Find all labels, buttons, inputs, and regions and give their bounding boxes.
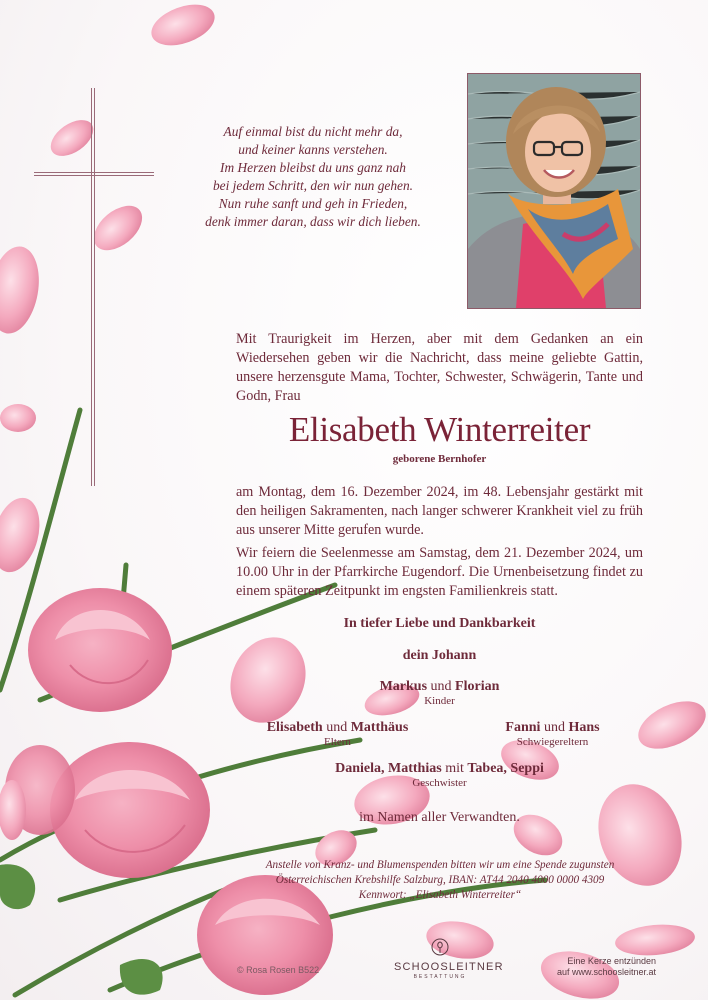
parents-group — [230, 720, 445, 748]
child-name: Markus — [379, 679, 428, 694]
relation-label: Geschwister — [412, 777, 467, 789]
donation-line: Österreichischen Krebshilfe Salzburg, IBAN: AT44 2040 4000 0000 4309 — [275, 874, 605, 886]
candle-text: Eine Kerze entzünden — [567, 956, 656, 966]
mourners-heading: In tiefer Liebe und Dankbarkeit — [343, 616, 536, 631]
in-law-name: Hans — [568, 720, 600, 735]
death-notice-paragraph: am Montag, dem 16. Dezember 2024, im 48. Lebensjahr gestärkt mit den heiligen Sakramenten, nach langer schwerer Krankheit viel zu früh aus unserer Mitte gerufen wurde. — [236, 484, 643, 538]
donation-line: Anstelle von Kranz- und Blumenspenden bitten wir um eine Spende zugunsten — [265, 859, 615, 871]
siblings-group — [236, 761, 643, 789]
funeral-home-logo — [394, 938, 504, 980]
logo-subtitle: BESTATTUNG — [413, 974, 467, 980]
sibling-names: Daniela, Matthias — [335, 761, 442, 776]
donation-note — [200, 858, 680, 903]
child-name: Florian — [455, 679, 500, 694]
sibling-names: Tabea, Seppi — [467, 761, 544, 776]
poem-line: Nun ruhe sanft und geh in Frieden, — [218, 196, 408, 211]
joiner-word: und — [543, 720, 565, 735]
in-law-name: Fanni — [505, 720, 541, 735]
poem-line: und keiner kanns verstehen. — [238, 142, 388, 157]
funeral-mass-paragraph: Wir feiern die Seelenmesse am Samstag, dem 21. Dezember 2024, um 10.00 Uhr in der Pfarrkirche Eugendorf. Die Urnenbeisetzung findet zu einem späteren Zeitpunkt im engsten Familienkreis statt. — [236, 545, 643, 599]
portrait-photo — [467, 73, 641, 309]
poem-line: Auf einmal bist du nicht mehr da, — [223, 124, 403, 139]
deceased-name: Elisabeth Winterreiter — [288, 410, 591, 449]
relation-label: Eltern — [324, 736, 351, 748]
intro-paragraph: Mit Traurigkeit im Herzen, aber mit dem Gedanken an ein Wiedersehen geben wir die Nachricht, dass meine geliebte Gattin, unsere herzensgute Mama, Tochter, Schwester, Schwägerin, Tante und Godn, Frau — [236, 331, 643, 404]
candle-url[interactable]: auf www.schoosleitner.at — [556, 967, 656, 977]
in-laws-group — [460, 720, 645, 748]
rose-logo-icon — [431, 938, 449, 956]
relation-label: Kinder — [424, 695, 455, 707]
closing-line: im Namen aller Verwandten. — [359, 810, 520, 825]
poem-line: Im Herzen bleibst du uns ganz nah — [220, 160, 406, 175]
memorial-poem — [180, 123, 446, 231]
husband-name: dein Johann — [402, 648, 477, 663]
cross-horizontal-bar — [34, 172, 154, 176]
donation-line: Kennwort: „Elisabeth Winterreiter“ — [358, 889, 522, 901]
logo-name: SCHOOSLEITNER — [394, 961, 504, 973]
maiden-name: geborene Bernhofer — [392, 453, 487, 465]
children-group — [236, 679, 643, 707]
joiner-word: und — [326, 720, 348, 735]
joiner-word: und — [430, 679, 452, 694]
cross-vertical-bar — [91, 88, 95, 486]
joiner-word: mit — [445, 761, 464, 776]
design-credit: © Rosa Rosen B522 — [237, 965, 320, 975]
candle-link[interactable] — [520, 956, 656, 978]
poem-line: bei jedem Schritt, den wir nun gehen. — [212, 178, 414, 193]
relation-label: Schwiegereltern — [516, 736, 589, 748]
parent-name: Matthäus — [350, 720, 409, 735]
poem-line: denk immer daran, dass wir dich lieben. — [205, 214, 421, 229]
parent-name: Elisabeth — [266, 720, 323, 735]
